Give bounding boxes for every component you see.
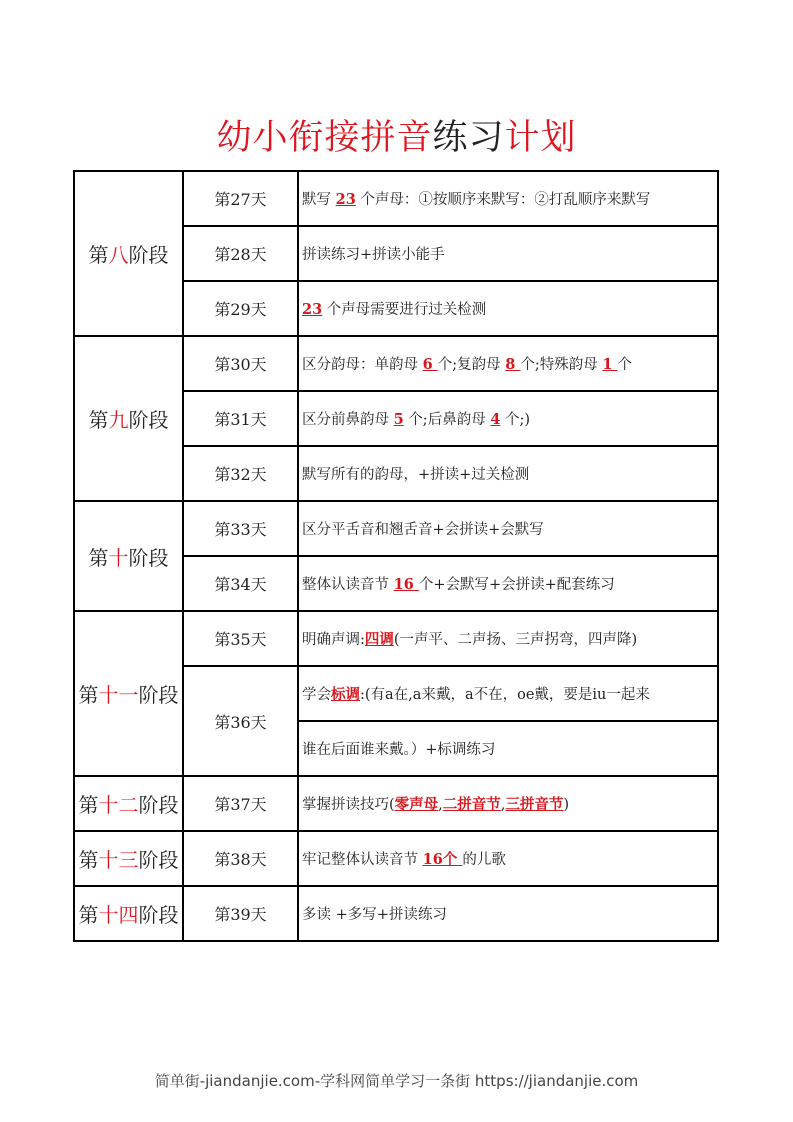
content-cell [298, 281, 718, 336]
day-cell: 第34天 [183, 556, 298, 611]
highlight-text: 16个 [422, 851, 463, 868]
stage-suffix: 阶段 [138, 683, 179, 707]
stage-number: 十三 [98, 848, 139, 872]
day-cell: 第33天 [183, 501, 298, 556]
day-cell: 第37天 [183, 776, 298, 831]
stage-cell [74, 611, 183, 776]
day-cell: 第27天 [183, 171, 298, 226]
content-text: 学会 [302, 687, 331, 703]
highlight-text: 二拼音节 [442, 796, 501, 813]
content-cell [298, 831, 718, 886]
plan-table [73, 170, 719, 942]
highlight-text: 三拼音节 [505, 796, 564, 813]
stage-suffix: 阶段 [128, 243, 169, 267]
content-cell [298, 226, 718, 281]
table-row [74, 776, 718, 831]
day-cell: 第38天 [183, 831, 298, 886]
stage-number: 十一 [98, 683, 139, 707]
stage-prefix: 第 [78, 793, 99, 817]
stage-cell [74, 831, 183, 886]
stage-suffix: 阶段 [128, 545, 169, 570]
table-row [74, 886, 718, 941]
content-text: (一声平、二声扬、三声拐弯，四声降) [393, 632, 638, 648]
highlight-text: 8 [505, 356, 521, 373]
stage-cell [74, 171, 183, 336]
day-cell: 第39天 [183, 886, 298, 941]
stage-prefix: 第 [88, 243, 109, 267]
stage-prefix: 第 [88, 408, 109, 432]
content-text: ) [563, 797, 570, 813]
stage-prefix: 第 [78, 848, 99, 872]
stage-cell [74, 336, 183, 501]
stage-number: 十四 [98, 903, 139, 927]
content-text: 牢记整体认读音节 [302, 852, 423, 868]
stage-suffix: 阶段 [138, 793, 179, 817]
stage-number: 八 [108, 243, 129, 267]
content-cell [298, 611, 718, 666]
highlight-text: 23 [302, 301, 323, 318]
content-cell [298, 501, 718, 556]
content-cell [298, 556, 718, 611]
highlight-text: 23 [335, 191, 356, 208]
content-text: 拼读练习+拼读小能手 [302, 247, 445, 263]
table-row [74, 171, 718, 226]
content-text: 明确声调: [302, 632, 365, 648]
stage-cell [74, 501, 183, 611]
content-cell [298, 666, 718, 721]
content-text: :(有a在,a来戴，a不在，oe戴，要是iu一起来 [360, 687, 650, 703]
content-text: 个声母：①按顺序来默写：②打乱顺序来默写 [355, 192, 651, 208]
content-cell [298, 886, 718, 941]
content-text: 区分韵母：单韵母 [302, 357, 423, 373]
stage-cell [74, 886, 183, 941]
content-cell [298, 446, 718, 501]
stage-prefix: 第 [88, 545, 109, 570]
highlight-text: 5 [393, 411, 404, 428]
content-cell [298, 391, 718, 446]
day-cell: 第32天 [183, 446, 298, 501]
stage-number: 九 [108, 408, 129, 432]
day-cell: 第36天 [183, 666, 298, 776]
table-row [74, 611, 718, 666]
day-cell: 第31天 [183, 391, 298, 446]
content-text: 区分前鼻韵母 [302, 412, 394, 428]
content-text: 个+会默写+会拼读+配套练习 [418, 577, 615, 593]
stage-prefix: 第 [78, 683, 99, 707]
content-text: 掌握拼读技巧( [302, 797, 395, 813]
highlight-text: 标调 [331, 686, 360, 703]
highlight-text: 1 [602, 356, 618, 373]
highlight-text: 6 [422, 356, 438, 373]
content-text: 区分平舌音和翘舌音+会拼读+会默写 [302, 522, 544, 538]
content-cell [298, 776, 718, 831]
content-text: 个;复韵母 [437, 357, 506, 373]
title-part-1: 幼小衔接拼音 [216, 118, 433, 158]
content-text: 默写 [302, 192, 336, 208]
content-text: 的儿歌 [462, 852, 506, 868]
page-title [0, 110, 793, 160]
content-text: 默写所有的韵母，+拼读+过关检测 [302, 467, 530, 483]
highlight-text: 16 [393, 576, 419, 593]
stage-cell [74, 776, 183, 831]
day-cell: 第30天 [183, 336, 298, 391]
content-text: , [438, 797, 443, 813]
content-text: 谁在后面谁来戴。）+标调练习 [302, 742, 496, 758]
stage-suffix: 阶段 [128, 408, 169, 432]
content-text: 个;) [500, 412, 531, 428]
content-text: 整体认读音节 [302, 577, 394, 593]
highlight-text: 4 [490, 411, 501, 428]
stage-number: 十 [108, 545, 129, 570]
day-cell: 第29天 [183, 281, 298, 336]
day-cell: 第35天 [183, 611, 298, 666]
stage-suffix: 阶段 [138, 903, 179, 927]
content-cell [298, 171, 718, 226]
table-row [74, 336, 718, 391]
content-text: 个 [617, 357, 633, 373]
title-part-3: 计划 [504, 118, 577, 158]
table-row [74, 831, 718, 886]
content-text: 个声母需要进行过关检测 [322, 302, 487, 318]
stage-prefix: 第 [78, 903, 99, 927]
content-text: , [500, 797, 506, 813]
content-cell [298, 336, 718, 391]
content-text: 个;特殊韵母 [520, 357, 603, 373]
highlight-text: 零声母 [394, 796, 439, 813]
footer-watermark: 简单街-jiandanjie.com-学科网简单学习一条街 https://jiandanjie.com [154, 1072, 639, 1090]
content-cell [298, 721, 718, 776]
content-text: 多读 +多写+拼读练习 [302, 907, 447, 923]
day-cell: 第28天 [183, 226, 298, 281]
highlight-text: 四调 [364, 631, 394, 648]
title-part-2: 练习 [432, 118, 505, 158]
table-row [74, 501, 718, 556]
stage-number: 十二 [98, 793, 139, 817]
stage-suffix: 阶段 [138, 848, 179, 872]
content-text: 个;后鼻韵母 [403, 412, 491, 428]
